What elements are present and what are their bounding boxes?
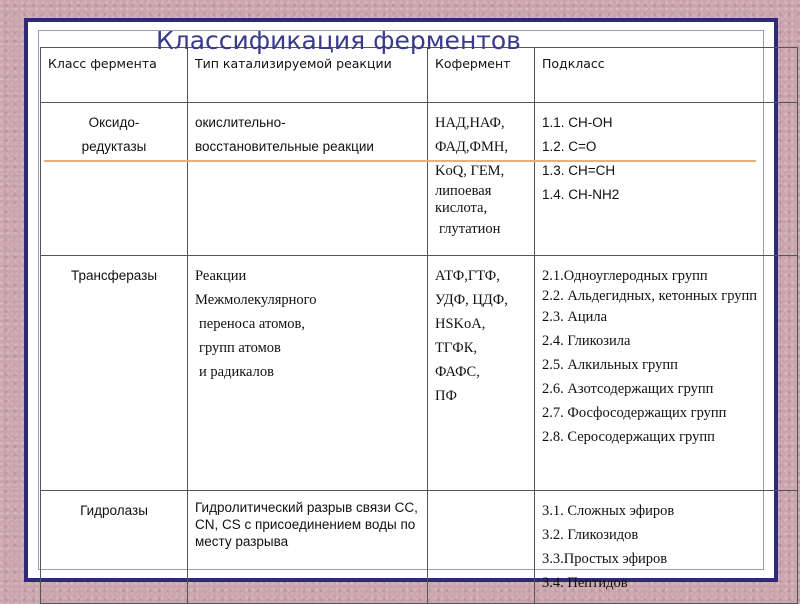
subclass-cell <box>535 256 798 491</box>
subclass-line: 3.2. Гликозидов <box>542 527 639 543</box>
reaction-cell <box>188 103 428 256</box>
subclass-line: 2.5. Алкильных групп <box>542 357 678 373</box>
subclass-line: 3.4. Пептидов <box>542 575 628 591</box>
subclass-line: 1.3. CH=CH <box>542 163 616 178</box>
subclass-line: 1.2. C=O <box>542 139 597 154</box>
coenzyme-line: глутатион <box>439 221 501 237</box>
enzyme-classification-table <box>40 47 798 604</box>
header-subclass: Подкласс <box>535 48 798 103</box>
reaction-cell <box>188 491 428 604</box>
class-name-line: Трансферазы <box>70 268 158 283</box>
table-row <box>41 491 798 604</box>
class-name-line: Оксидо- <box>88 115 140 130</box>
subclass-line: 2.8. Серосодержащих групп <box>542 429 715 445</box>
coenzyme-line: KoQ, ГЕМ, <box>435 163 505 179</box>
header-reaction-type: Тип катализируемой реакции <box>188 48 428 103</box>
header-enzyme-class: Класс фермента <box>41 48 188 103</box>
reaction-line: Гидролитический разрыв связи CC, CN, CS с присоединением воды по месту разрыва <box>195 500 418 549</box>
subclass-line: 3.1. Сложных эфиров <box>542 503 675 519</box>
reaction-line: групп атомов <box>199 340 281 356</box>
coenzyme-line: УДФ, ЦДФ, <box>435 292 508 308</box>
decorative-line <box>44 160 756 162</box>
subclass-line: 2.4. Гликозила <box>542 333 631 349</box>
coenzyme-line: липоевая кислота, <box>435 183 492 216</box>
header-coenzyme: Кофермент <box>428 48 535 103</box>
class-cell <box>41 491 188 604</box>
coenzyme-line: ФАФС, <box>435 364 480 380</box>
coenzyme-line: АТФ,ГТФ, <box>435 268 500 284</box>
reaction-line: восстановительные реакции <box>195 139 374 154</box>
reaction-line: Межмолекулярного <box>195 292 317 308</box>
subclass-line: 2.6. Азотсодержащих групп <box>542 381 714 397</box>
subclass-line: 2.7. Фосфосодержащих групп <box>542 405 727 421</box>
table-row <box>41 103 798 256</box>
reaction-line: окислительно- <box>195 115 286 130</box>
class-name-line: редуктазы <box>81 139 147 154</box>
reaction-line: Реакции <box>195 268 247 284</box>
page-title: Классификация ферментов <box>156 26 521 55</box>
coenzyme-line: ФАД,ФМН, <box>435 139 508 155</box>
table-row <box>41 256 798 491</box>
coenzyme-cell <box>428 256 535 491</box>
subclass-line: 2.1.Одноуглеродных групп <box>542 268 708 284</box>
table-header-row <box>41 48 798 103</box>
subclass-line: 1.1. CH-OH <box>542 115 613 130</box>
coenzyme-line: ПФ <box>435 388 457 404</box>
coenzyme-line: HSKoA, <box>435 316 486 332</box>
reaction-line: переноса атомов, <box>199 316 306 332</box>
subclass-line: 2.2. Альдегидных, кетонных групп <box>542 288 758 304</box>
coenzyme-cell <box>428 491 535 604</box>
subclass-line: 2.3. Ацила <box>542 309 608 325</box>
subclass-line: 1.4. CH-NH2 <box>542 187 620 202</box>
subclass-line: 3.3.Простых эфиров <box>542 551 668 567</box>
coenzyme-line: ТГФК, <box>435 340 477 356</box>
subclass-cell <box>535 103 798 256</box>
coenzyme-cell <box>428 103 535 256</box>
reaction-line: и радикалов <box>199 364 274 380</box>
class-cell <box>41 256 188 491</box>
coenzyme-line: НАД,НАФ, <box>435 115 505 131</box>
subclass-cell <box>535 491 798 604</box>
reaction-cell <box>188 256 428 491</box>
class-cell <box>41 103 188 256</box>
class-name-line: Гидролазы <box>80 503 148 518</box>
